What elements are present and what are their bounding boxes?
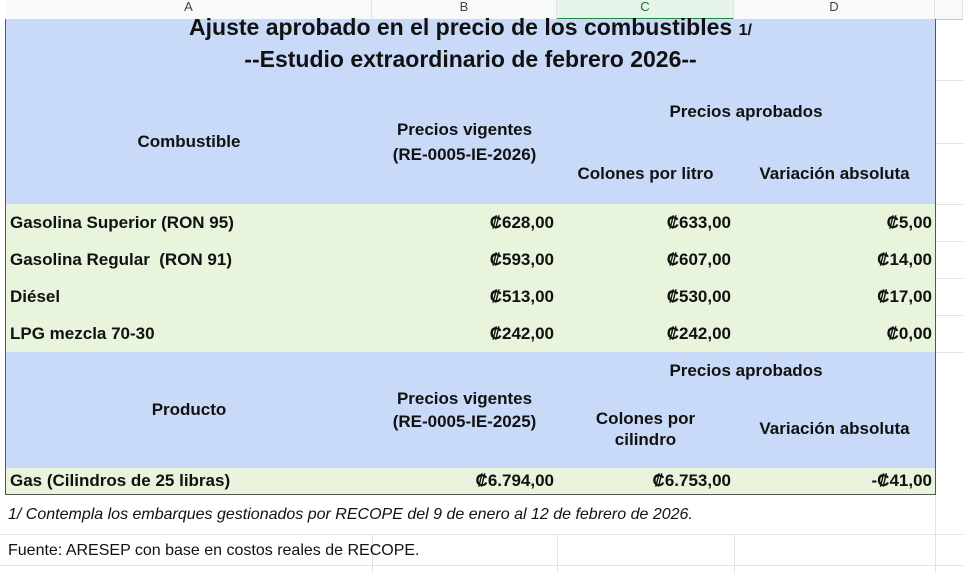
- header-label: Producto: [151, 400, 227, 419]
- grid-line: [935, 315, 963, 316]
- title-line-1: Ajuste aprobado en el precio de los combustibles: [189, 13, 733, 40]
- grid-line: [935, 241, 963, 242]
- cell-text: ₡17,00: [877, 286, 932, 306]
- grid-line: [935, 143, 963, 144]
- grid-line: [557, 534, 558, 573]
- cell-text: ₡628,00: [489, 212, 554, 232]
- header-colones-per-liter[interactable]: [557, 143, 735, 205]
- cell-text: LPG mezcla 70-30: [10, 323, 155, 343]
- current-price-cell[interactable]: [372, 468, 558, 495]
- variation-cell[interactable]: [734, 204, 936, 242]
- cell-text: Gas (Cilindros de 25 libras): [10, 471, 231, 490]
- grid-line: [935, 204, 963, 205]
- title-line-2: --Estudio extraordinario de febrero 2026--: [244, 45, 697, 72]
- current-price-cell[interactable]: [372, 241, 558, 279]
- cell-text: Diésel: [10, 286, 61, 306]
- variation-cell[interactable]: [734, 241, 936, 279]
- column-letter: B: [459, 0, 469, 14]
- cell-text: ₡633,00: [666, 212, 731, 232]
- current-price-cell[interactable]: [372, 204, 558, 242]
- footnote-text[interactable]: 1/ Contempla los embarques gestionados por RECOPE del 9 de enero al 12 de febrero de 2026.: [8, 506, 693, 523]
- cell-text: ₡593,00: [489, 249, 554, 269]
- cell-text: ₡0,00: [886, 323, 932, 343]
- current-price-cell[interactable]: [372, 315, 558, 353]
- cell-text: ₡5,00: [886, 212, 932, 232]
- cell-text: -₡41,00: [871, 471, 932, 490]
- variation-cell[interactable]: [734, 278, 936, 316]
- header-label: (RE-0005-IE-2026): [392, 145, 537, 164]
- approved-price-cell[interactable]: [557, 315, 735, 353]
- column-header-d[interactable]: [734, 0, 935, 20]
- header-approved-prices[interactable]: [557, 80, 936, 144]
- header-combustible[interactable]: [5, 80, 373, 205]
- header-current-prices[interactable]: [372, 80, 558, 205]
- cell-text: ₡530,00: [666, 286, 731, 306]
- grid-line: [935, 278, 963, 279]
- cell-text: ₡6.794,00: [475, 471, 554, 490]
- header-approved-prices-2[interactable]: [557, 352, 936, 391]
- grid-line: [0, 565, 963, 566]
- header-label: Precios aprobados: [669, 101, 823, 121]
- approved-price-cell[interactable]: [557, 468, 735, 495]
- header-label: Precios vigentes: [396, 120, 533, 139]
- cell-text: ₡6.753,00: [652, 471, 731, 490]
- header-label: (RE-0005-IE-2025): [392, 412, 537, 431]
- column-letter: A: [184, 0, 193, 14]
- header-producto[interactable]: [5, 352, 373, 469]
- title-footnote-mark: 1/: [738, 21, 752, 39]
- header-label: Colones por litro: [577, 163, 714, 183]
- header-label: Precios vigentes: [396, 389, 533, 408]
- header-colones-per-cylinder[interactable]: [557, 390, 735, 469]
- cell-text: ₡242,00: [489, 323, 554, 343]
- current-price-cell[interactable]: [372, 278, 558, 316]
- column-header-e[interactable]: [935, 0, 963, 20]
- fuel-name-cell[interactable]: [5, 241, 373, 279]
- column-letter: D: [829, 0, 839, 14]
- header-label: Colones por: [595, 409, 696, 428]
- cell-text: Gasolina Superior (RON 95): [10, 212, 234, 232]
- cell-text: ₡607,00: [666, 249, 731, 269]
- cell-text: ₡513,00: [489, 286, 554, 306]
- header-absolute-variation-2[interactable]: [734, 390, 936, 469]
- variation-cell[interactable]: [734, 315, 936, 353]
- header-label: Variación absoluta: [759, 419, 910, 438]
- header-label: Variación absoluta: [759, 163, 910, 183]
- approved-price-cell[interactable]: [557, 241, 735, 279]
- grid-line: [935, 80, 963, 81]
- table-title[interactable]: [5, 13, 936, 81]
- variation-cell[interactable]: [734, 468, 936, 495]
- header-current-prices-2[interactable]: [372, 352, 558, 469]
- approved-price-cell[interactable]: [557, 278, 735, 316]
- header-label: Precios aprobados: [669, 361, 823, 380]
- grid-line: [935, 352, 963, 353]
- header-absolute-variation[interactable]: [734, 143, 936, 205]
- header-label: Combustible: [137, 132, 241, 151]
- fuel-name-cell[interactable]: [5, 204, 373, 242]
- source-text[interactable]: Fuente: ARESEP con base en costos reales de RECOPE.: [8, 542, 420, 559]
- grid-line: [734, 534, 735, 573]
- cell-text: ₡14,00: [877, 249, 932, 269]
- fuel-name-cell[interactable]: [5, 315, 373, 353]
- cell-text: Gasolina Regular (RON 91): [10, 249, 232, 269]
- fuel-name-cell[interactable]: [5, 278, 373, 316]
- cell-text: ₡242,00: [666, 323, 731, 343]
- product-name-cell[interactable]: [5, 468, 373, 495]
- approved-price-cell[interactable]: [557, 204, 735, 242]
- header-label: cilindro: [614, 430, 677, 449]
- grid-line: [0, 534, 963, 535]
- column-letter: C: [640, 0, 650, 14]
